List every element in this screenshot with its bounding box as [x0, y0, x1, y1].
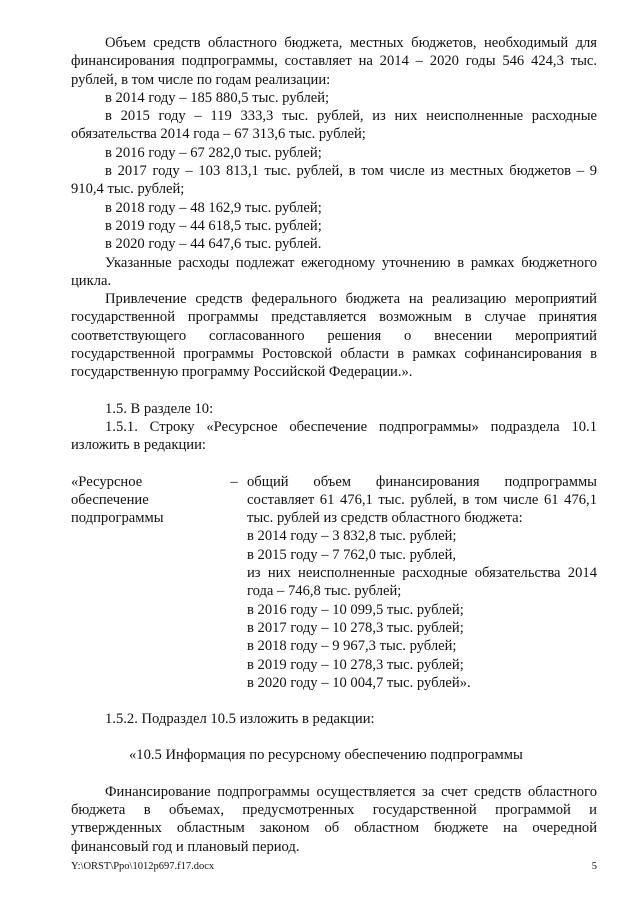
resource-year-2015: в 2015 году – 7 762,0 тыс. рублей, — [247, 546, 457, 563]
year-line-2014: в 2014 году – 185 880,5 тыс. рублей; — [105, 89, 330, 106]
resource-year-2014: в 2014 году – 3 832,8 тыс. рублей; — [247, 528, 457, 545]
section-1-5-1: 1.5.1. Строку «Ресурсное обеспечение подпрограммы» подраздела 10.1 изложить в редакции: — [71, 418, 597, 454]
paragraph-annual-refinement: Указанные расходы подлежат ежегодному уточнению в рамках бюджетного цикла. — [71, 254, 597, 289]
paragraph-federal-funds: Привлечение средств федерального бюджета на реализацию мероприятий государственной программы представляется возможным в случае принятия соответствующего согласованного решения о внесении мероприятий государственной программы Ростовской области в рамках софинансирования в государственную программу Российской Федерации.». — [71, 291, 597, 381]
page-number: 5 — [591, 861, 597, 872]
year-line-2017: в 2017 году – 103 813,1 тыс. рублей, в том числе из местных бюджетов – 9 910,4 тыс. рублей; — [71, 163, 597, 198]
resource-year-2019: в 2019 году – 10 278,3 тыс. рублей; — [247, 656, 464, 673]
resource-year-2017: в 2017 году – 10 278,3 тыс. рублей; — [247, 619, 464, 636]
resource-year-2018: в 2018 году – 9 967,3 тыс. рублей; — [247, 638, 457, 655]
resource-table — [71, 473, 597, 693]
resource-year-2020: в 2020 году – 10 004,7 тыс. рублей». — [247, 674, 471, 691]
resource-year-2016: в 2016 году – 10 099,5 тыс. рублей; — [247, 601, 464, 618]
resource-details — [247, 473, 597, 693]
resource-total: общий объем финансирования подпрограммы составляет 61 476,1 тыс. рублей, в том числе 61 476,1 тыс. рублей из средств областного бюджета: — [247, 473, 597, 527]
section-1-5-2: 1.5.2. Подраздел 10.5 изложить в редакции: — [105, 711, 375, 728]
resource-dash: – — [230, 473, 238, 490]
year-line-2019: в 2019 году – 44 618,5 тыс. рублей; — [105, 217, 322, 234]
document-body — [71, 34, 597, 856]
paragraph-financing: Финансирование подпрограммы осуществляется за счет средств областного бюджета в объемах, предусмотренных государственной программой и утвержденных областным законом об областном бюджете на очередной финансовый год и плановый период. — [71, 783, 597, 855]
resource-label-line: подпрограммы — [71, 510, 164, 527]
resource-label-line: «Ресурсное — [71, 473, 143, 490]
year-line-2020: в 2020 году – 44 647,6 тыс. рублей. — [105, 236, 322, 253]
resource-label — [71, 473, 221, 693]
file-path: Y:\ORST\Ppo\1012p697.f17.docx — [71, 861, 215, 872]
subsection-heading: «10.5 Информация по ресурсному обеспечению подпрограммы — [129, 747, 523, 764]
paragraph-budget-total: Объем средств областного бюджета, местных бюджетов, необходимый для финансирования подпрограммы, составляет на 2014 – 2020 годы 546 424,3 тыс. рублей, в том числе по годам реализации: — [71, 35, 597, 88]
page-footer — [71, 858, 597, 876]
resource-label-line: обеспечение — [71, 491, 149, 508]
year-line-2016: в 2016 году – 67 282,0 тыс. рублей; — [105, 144, 322, 161]
resource-obligations-2014: из них неисполненные расходные обязательства 2014 года – 746,8 тыс. рублей; — [247, 565, 597, 600]
year-line-2018: в 2018 году – 48 162,9 тыс. рублей; — [105, 199, 322, 216]
section-1-5: 1.5. В разделе 10: — [105, 400, 214, 417]
year-line-2015: в 2015 году – 119 333,3 тыс. рублей, из них неисполненные расходные обязательства 2014 года – 67 313,6 тыс. рублей; — [71, 108, 597, 143]
